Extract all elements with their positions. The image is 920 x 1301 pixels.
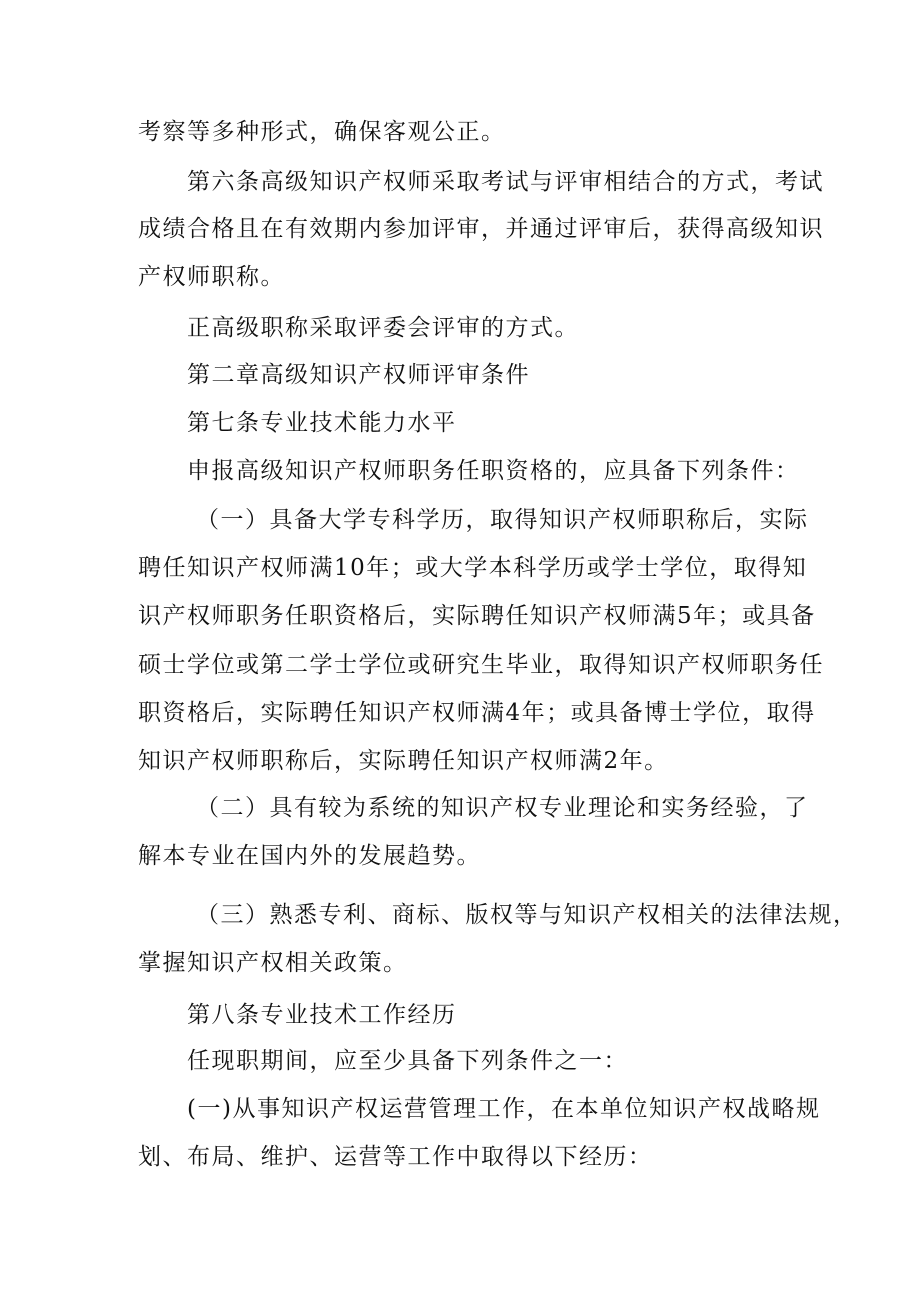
text-line: 知识产权师职称后，实际聘任知识产权师满2年。 (138, 748, 669, 774)
text-line: （二）具有较为系统的知识产权专业理论和实务经验，了 (196, 795, 809, 821)
text-line: 考察等多种形式，确保客观公正。 (138, 119, 506, 145)
text-line: 硕士学位或第二学士学位或研究生毕业，取得知识产权师职务任 (138, 652, 824, 678)
text-line: 聘任知识产权师满10年；或大学本科学历或学士学位，取得知 (138, 555, 808, 581)
text-line: 第七条专业技术能力水平 (187, 410, 457, 436)
text-line: 识产权师职务任职资格后，实际聘任知识产权师满5年；或具备 (138, 603, 816, 629)
text-line: 申报高级知识产权师职务任职资格的，应具备下列条件： (187, 458, 800, 484)
text-line: 第八条专业技术工作经历 (187, 1002, 457, 1028)
text-line: （三）熟悉专利、商标、版权等与知识产权相关的法律法规， (196, 902, 858, 928)
text-line: 正高级职称采取评委会评审的方式。 (187, 315, 579, 341)
text-line: (一)从事知识产权运营管理工作，在本单位知识产权战略规 (187, 1096, 821, 1122)
text-line: 划、布局、维护、运营等工作中取得以下经历： (138, 1144, 653, 1170)
text-line: （一）具备大学专科学历，取得知识产权师职称后，实际 (196, 507, 809, 533)
text-line: 成绩合格且在有效期内参加评审，并通过评审后，获得高级知识 (138, 216, 824, 242)
text-line: 掌握知识产权相关政策。 (138, 950, 408, 976)
text-line: 第六条高级知识产权师采取考试与评审相结合的方式，考试 (187, 169, 824, 195)
text-line: 产权师职称。 (138, 264, 285, 290)
text-line: 职资格后，实际聘任知识产权师满4年；或具备博士学位，取得 (138, 700, 816, 726)
text-line: 第二章高级知识产权师评审条件 (187, 362, 530, 388)
text-line: 任现职期间，应至少具备下列条件之一： (187, 1048, 628, 1074)
text-line: 解本专业在国内外的发展趋势。 (138, 843, 481, 869)
